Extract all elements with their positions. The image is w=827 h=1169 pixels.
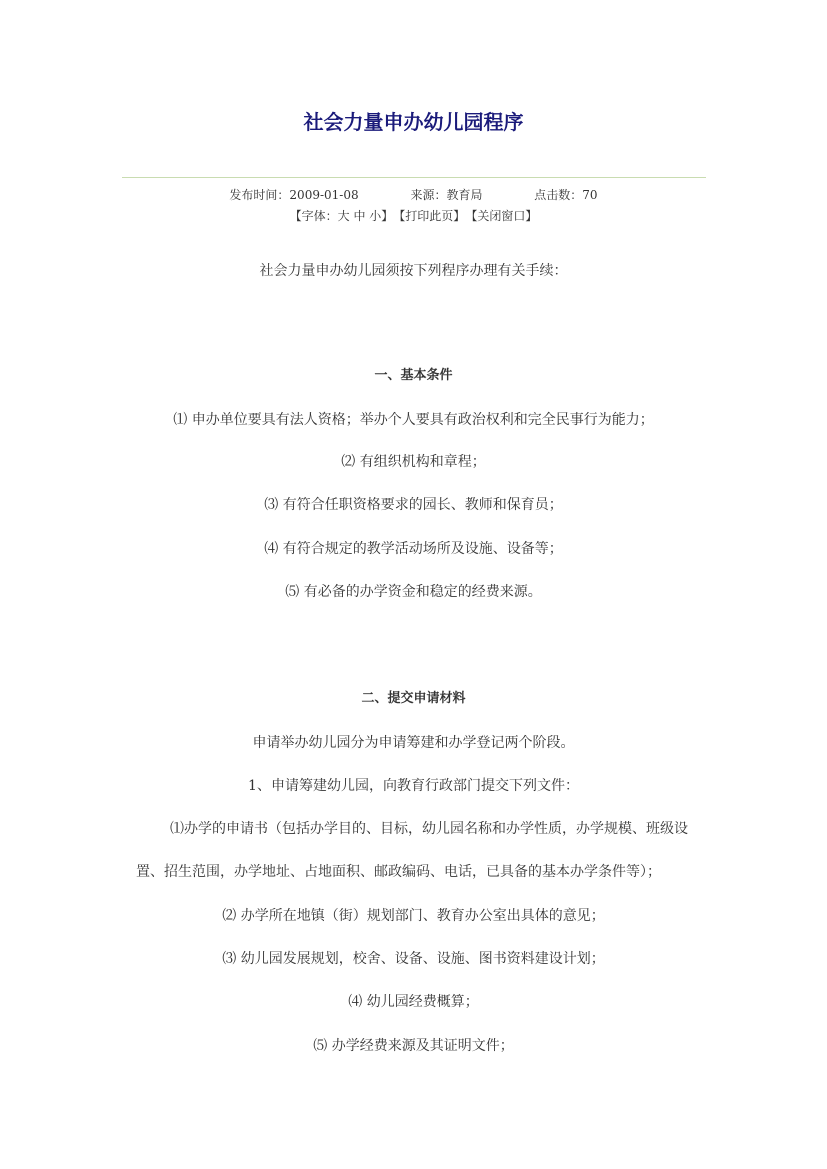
article-controls	[0, 207, 827, 225]
font-size-control[interactable]: 【字体：大 中 小】	[289, 209, 394, 223]
section-heading-basic-conditions: 一、基本条件	[374, 368, 453, 383]
source: 来源：教育局	[410, 188, 483, 202]
list-item: ⑷ 有符合规定的教学活动场所及设施、设备等；	[264, 541, 563, 557]
list-item: ⑷ 幼儿园经费概算；	[348, 994, 479, 1010]
section-intro: 申请举办幼儿园分为申请筹建和办学登记两个阶段。	[252, 735, 575, 751]
intro-paragraph: 社会力量申办幼儿园须按下列程序办理有关手续：	[259, 263, 568, 279]
title-divider	[122, 177, 706, 178]
click-count: 点击数：70	[534, 188, 598, 202]
list-item: ⑶ 有符合任职资格要求的园长、教师和保育员；	[264, 497, 563, 513]
list-item-line: ⑴办学的申请书（包括办学目的、目标，幼儿园名称和办学性质，办学规模、班级设	[170, 821, 688, 837]
list-item: ⑵ 办学所在地镇（街）规划部门、教育办公室出具体的意见；	[222, 908, 605, 924]
list-item-line: 置、招生范围，办学地址、占地面积、邮政编码、电话，已具备的基本办学条件等）；	[136, 864, 661, 880]
list-item: ⑵ 有组织机构和章程；	[341, 454, 486, 470]
list-item: ⑴ 申办单位要具有法人资格；举办个人要具有政治权利和完全民事行为能力；	[173, 412, 654, 428]
list-item: ⑸ 有必备的办学资金和稳定的经费来源。	[285, 584, 542, 600]
page-title: 社会力量申办幼儿园程序	[303, 110, 524, 134]
publish-date: 发布时间：2009-01-08	[229, 188, 359, 202]
sub-heading: 1、申请筹建幼儿园，向教育行政部门提交下列文件：	[248, 778, 579, 794]
article-meta	[0, 186, 827, 204]
list-item: ⑶ 幼儿园发展规划，校舍、设备、设施、图书资料建设计划；	[222, 951, 605, 967]
list-item: ⑸ 办学经费来源及其证明文件；	[313, 1038, 514, 1054]
section-heading-application-materials: 二、提交申请材料	[361, 691, 466, 706]
print-link[interactable]: 【打印此页】	[399, 209, 466, 223]
close-window-link[interactable]: 【关闭窗口】	[471, 209, 538, 223]
